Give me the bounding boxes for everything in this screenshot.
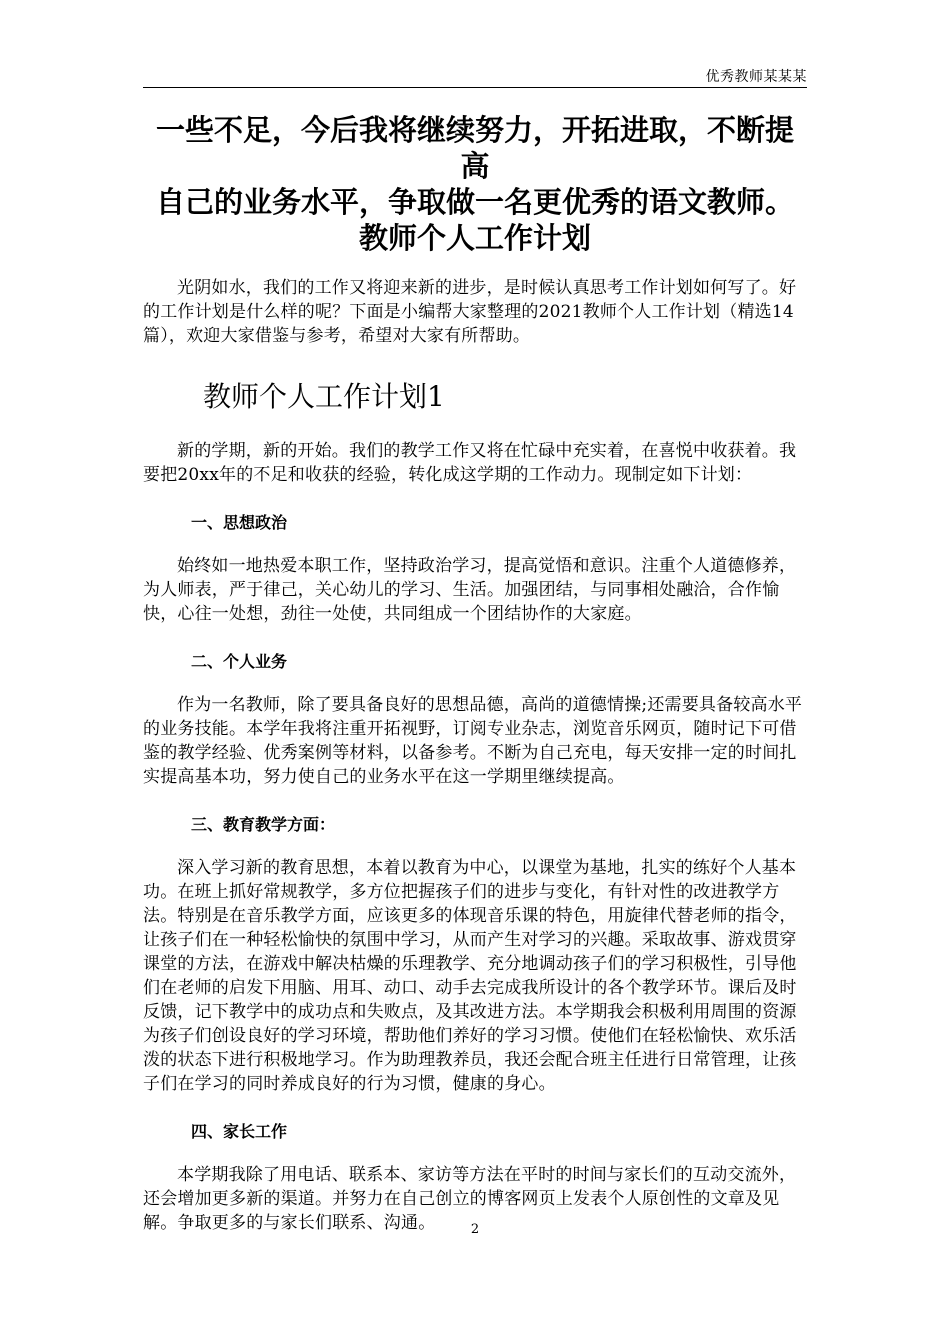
section-body-professional: 作为一名教师，除了要具备良好的思想品德，高尚的道德情操;还需要具备较高水平的业务技能。本学年我将注重开拓视野，订阅专业杂志，浏览音乐网页，随时记下可借鉴的教学经验、优秀案例等材料，以备参考。不断为自己充电，每天安排一定的时间扎实提高基本功，努力使自己的业务水平在这一学期里继续提高。 [143,695,803,787]
header-divider [143,87,807,88]
running-header: 优秀教师某某某 [705,69,807,85]
intro-paragraph: 光阴如水，我们的工作又将迎来新的进步，是时候认真思考工作计划如何写了。好的工作计划是什么样的呢？下面是小编帮大家整理的2021教师个人工作计划（精选14篇），欢迎大家借鉴与参考，希望对大家有所帮助。 [143,278,797,346]
plan-opening-paragraph: 新的学期，新的开始。我们的教学工作又将在忙碌中充实着，在喜悦中收获着。我要把20xx年的不足和收获的经验，转化成这学期的工作动力。现制定如下计划： [143,441,797,485]
page-number: 2 [470,1222,480,1237]
section-body-politics: 始终如一地热爱本职工作，坚持政治学习，提高觉悟和意识。注重个人道德修养，为人师表，严于律己，关心幼儿的学习、生活。加强团结，与同事相处融洽，合作愉快，心往一处想，劲往一处使，共同组成一个团结协作的大家庭。 [143,556,797,624]
section-title-professional: 二、个人业务 [191,652,288,671]
section-body-parents: 本学期我除了用电话、联系本、家访等方法在平时的时间与家长们的互动交流外，还会增加更多新的渠道。并努力在自己创立的博客网页上发表个人原创性的文章及见解。争取更多的与家长们联系、沟通。 [143,1165,797,1233]
section-title-politics: 一、思想政治 [191,513,288,532]
plan-title: 教师个人工作计划1 [203,380,445,413]
section-body-teaching: 深入学习新的教育思想，本着以教育为中心，以课堂为基地，扎实的练好个人基本功。在班上抓好常规教学，多方位把握孩子们的进步与变化，有针对性的改进教学方法。特别是在音乐教学方面，应该更多的体现音乐课的特色，用旋律代替老师的指令，让孩子们在一种轻松愉快的氛围中学习，从而产生对学习的兴趣。采取故事、游戏贯穿课堂的方法，在游戏中解决枯燥的乐理教学、充分地调动孩子们的学习积极性，引导他们在老师的启发下用脑、用耳、动口、动手去完成我所设计的各个教学环节。课后及时反馈，记下教学中的成功点和失败点，及其改进方法。本学期我会积极利用周围的资源为孩子们创设良好的学习环境，帮助他们养好的学习习惯。使他们在轻松愉快、欢乐活泼的状态下进行积极地学习。作为助理教养员，我还会配合班主任进行日常管理，让孩子们在学习的同时养成良好的行为习惯，健康的身心。 [143,858,797,1094]
document-title: 教师个人工作计划 [358,221,591,255]
continued-heading-line-1: 一些不足，今后我将继续努力，开拓进取，不断提高 [155,113,794,183]
section-title-parents: 四、家长工作 [191,1122,288,1141]
continued-heading-line-2: 自己的业务水平，争取做一名更优秀的语文教师。 [155,185,794,219]
page-body [143,112,807,1235]
section-title-teaching: 三、教育教学方面： [191,815,336,834]
